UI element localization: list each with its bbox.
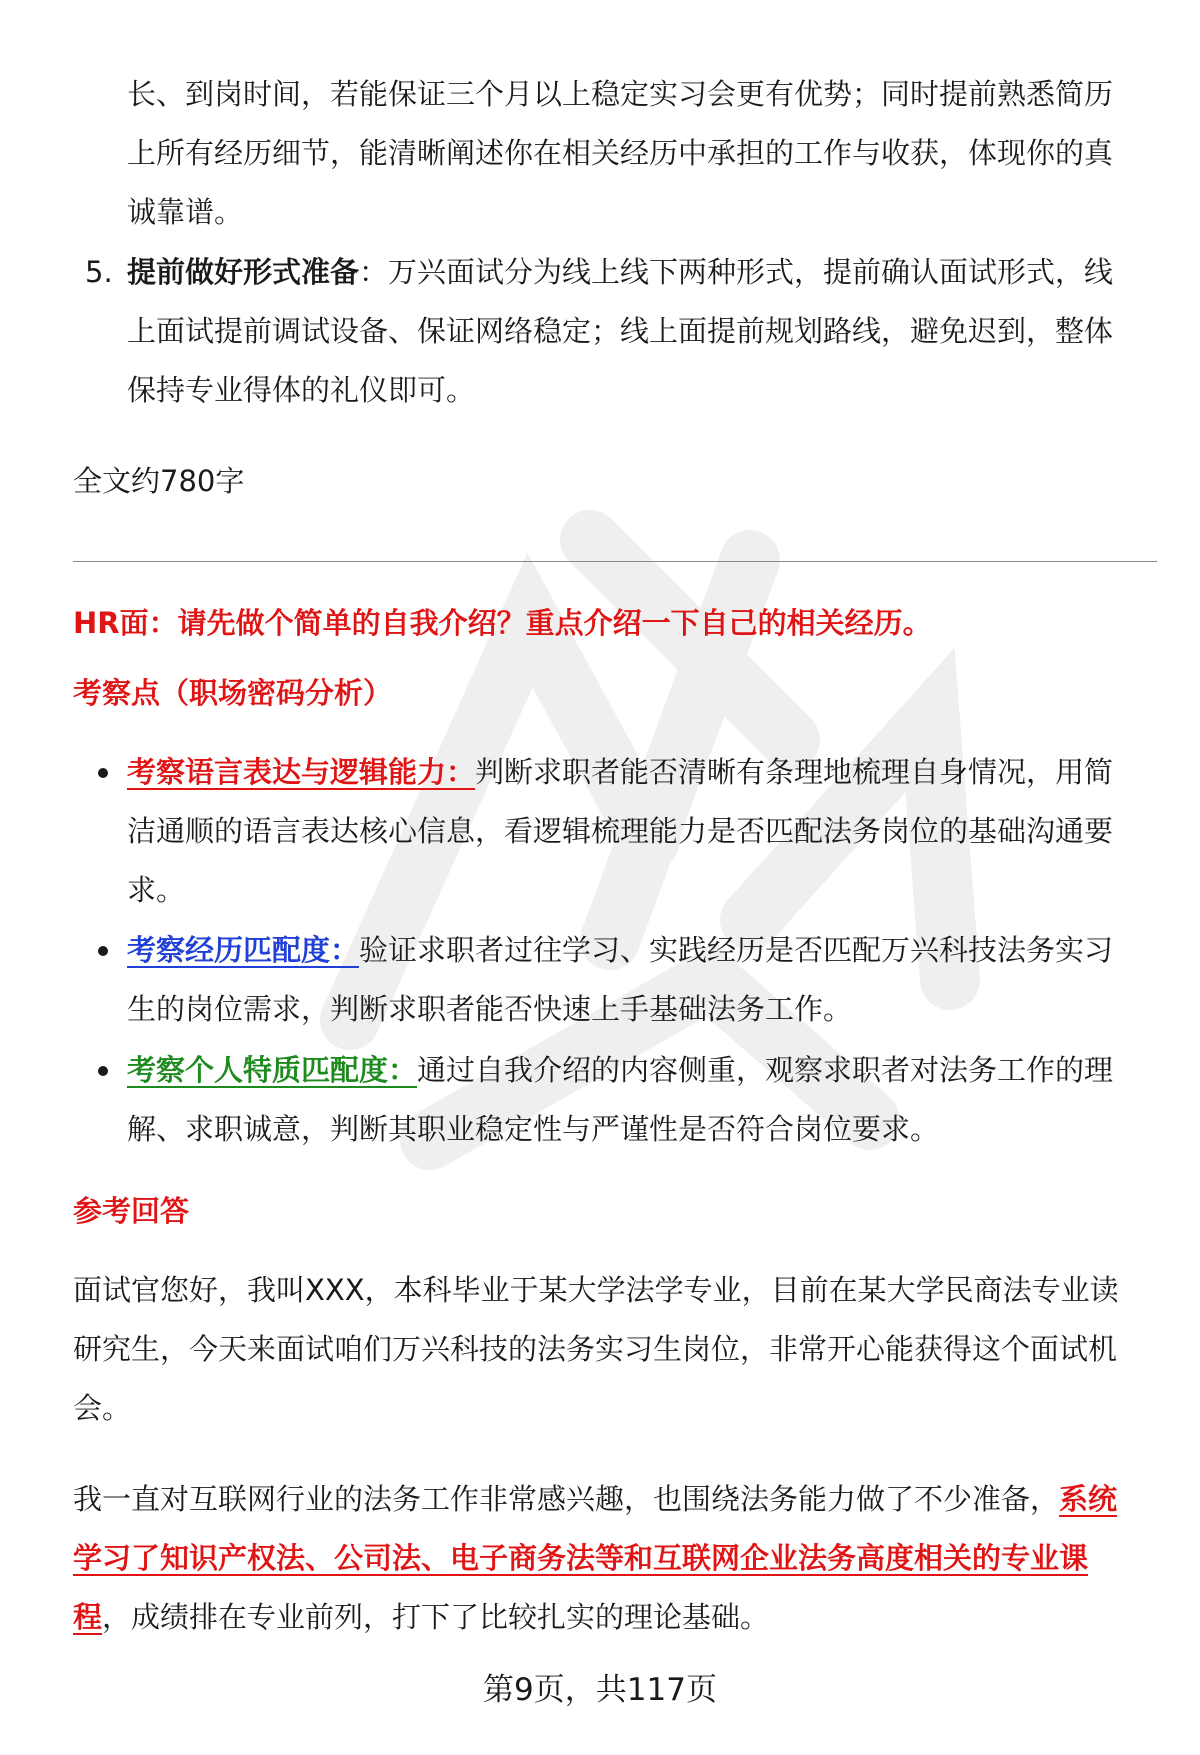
divider xyxy=(73,561,1157,562)
paragraph-line: 面试官您好，我叫XXX，本科毕业于某大学法学专业，目前在某大学民商法专业读 xyxy=(73,1273,1119,1307)
paragraph-line: 会。 xyxy=(73,1391,132,1425)
paragraph-line: 保持专业得体的礼仪即可。 xyxy=(127,373,476,407)
highlight-text: 系统 xyxy=(1059,1482,1118,1516)
paragraph-text: ，成绩排在专业前列，打下了比较扎实的理论基础。 xyxy=(102,1600,770,1634)
list-item-title: 提前做好形式准备 xyxy=(127,255,360,289)
analysis-heading: 考察点（职场密码分析） xyxy=(73,676,393,710)
paragraph-line: 解、求职诚意，判断其职业稳定性与严谨性是否符合岗位要求。 xyxy=(127,1112,940,1146)
paragraph-line xyxy=(73,1470,1117,1529)
bullet-text: 通过自我介绍的内容侧重，观察求职者对法务工作的理 xyxy=(417,1053,1114,1087)
paragraph-line: 诚靠谱。 xyxy=(127,195,244,229)
list-item-text: ：万兴面试分为线上线下两种形式，提前确认面试形式，线 xyxy=(359,255,1114,289)
bullet-label: 考察语言表达与逻辑能力： xyxy=(127,755,476,789)
highlight-text: 程 xyxy=(73,1600,103,1634)
paragraph-text: 我一直对互联网行业的法务工作非常感兴趣，也围绕法务能力做了不少准备， xyxy=(73,1482,1060,1516)
paragraph-line: 上所有经历细节，能清晰阐述你在相关经历中承担的工作与收获，体现你的真 xyxy=(127,136,1114,170)
paragraph-line: 上面试提前调试设备、保证网络稳定；线上面提前规划路线，避免迟到，整体 xyxy=(127,314,1114,348)
list-number: 5. xyxy=(85,255,113,289)
highlight-text: 学习了知识产权法、公司法、电子商务法等和互联网企业法务高度相关的专业课 xyxy=(73,1541,1089,1575)
paragraph-line xyxy=(73,1588,769,1647)
paragraph-line: 长、到岗时间，若能保证三个月以上稳定实习会更有优势；同时提前熟悉简历 xyxy=(127,77,1114,111)
page-number: 第9页，共117页 xyxy=(483,1672,717,1708)
list-item xyxy=(127,243,1113,302)
bullet-text: 验证求职者过往学习、实践经历是否匹配万兴科技法务实习 xyxy=(359,933,1114,967)
bullet-label: 考察经历匹配度： xyxy=(127,933,360,967)
bullet-label: 考察个人特质匹配度： xyxy=(127,1053,418,1087)
answer-heading: 参考回答 xyxy=(73,1194,190,1228)
paragraph-line: 生的岗位需求，判断求职者能否快速上手基础法务工作。 xyxy=(127,992,853,1026)
bullet-dot xyxy=(98,768,108,778)
paragraph-line: 求。 xyxy=(127,873,186,907)
bullet-item xyxy=(127,921,1113,980)
question-heading: HR面：请先做个简单的自我介绍？重点介绍一下自己的相关经历。 xyxy=(73,606,932,640)
paragraph-line: 研究生，今天来面试咱们万兴科技的法务实习生岗位，非常开心能获得这个面试机 xyxy=(73,1332,1118,1366)
bullet-dot xyxy=(98,946,108,956)
paragraph-line: 洁通顺的语言表达核心信息，看逻辑梳理能力是否匹配法务岗位的基础沟通要 xyxy=(127,814,1114,848)
bullet-text: 判断求职者能否清晰有条理地梳理自身情况，用简 xyxy=(475,755,1114,789)
bullet-item xyxy=(127,1041,1113,1100)
bullet-item xyxy=(127,743,1113,802)
bullet-dot xyxy=(98,1066,108,1076)
word-count: 全文约780字 xyxy=(73,464,245,498)
